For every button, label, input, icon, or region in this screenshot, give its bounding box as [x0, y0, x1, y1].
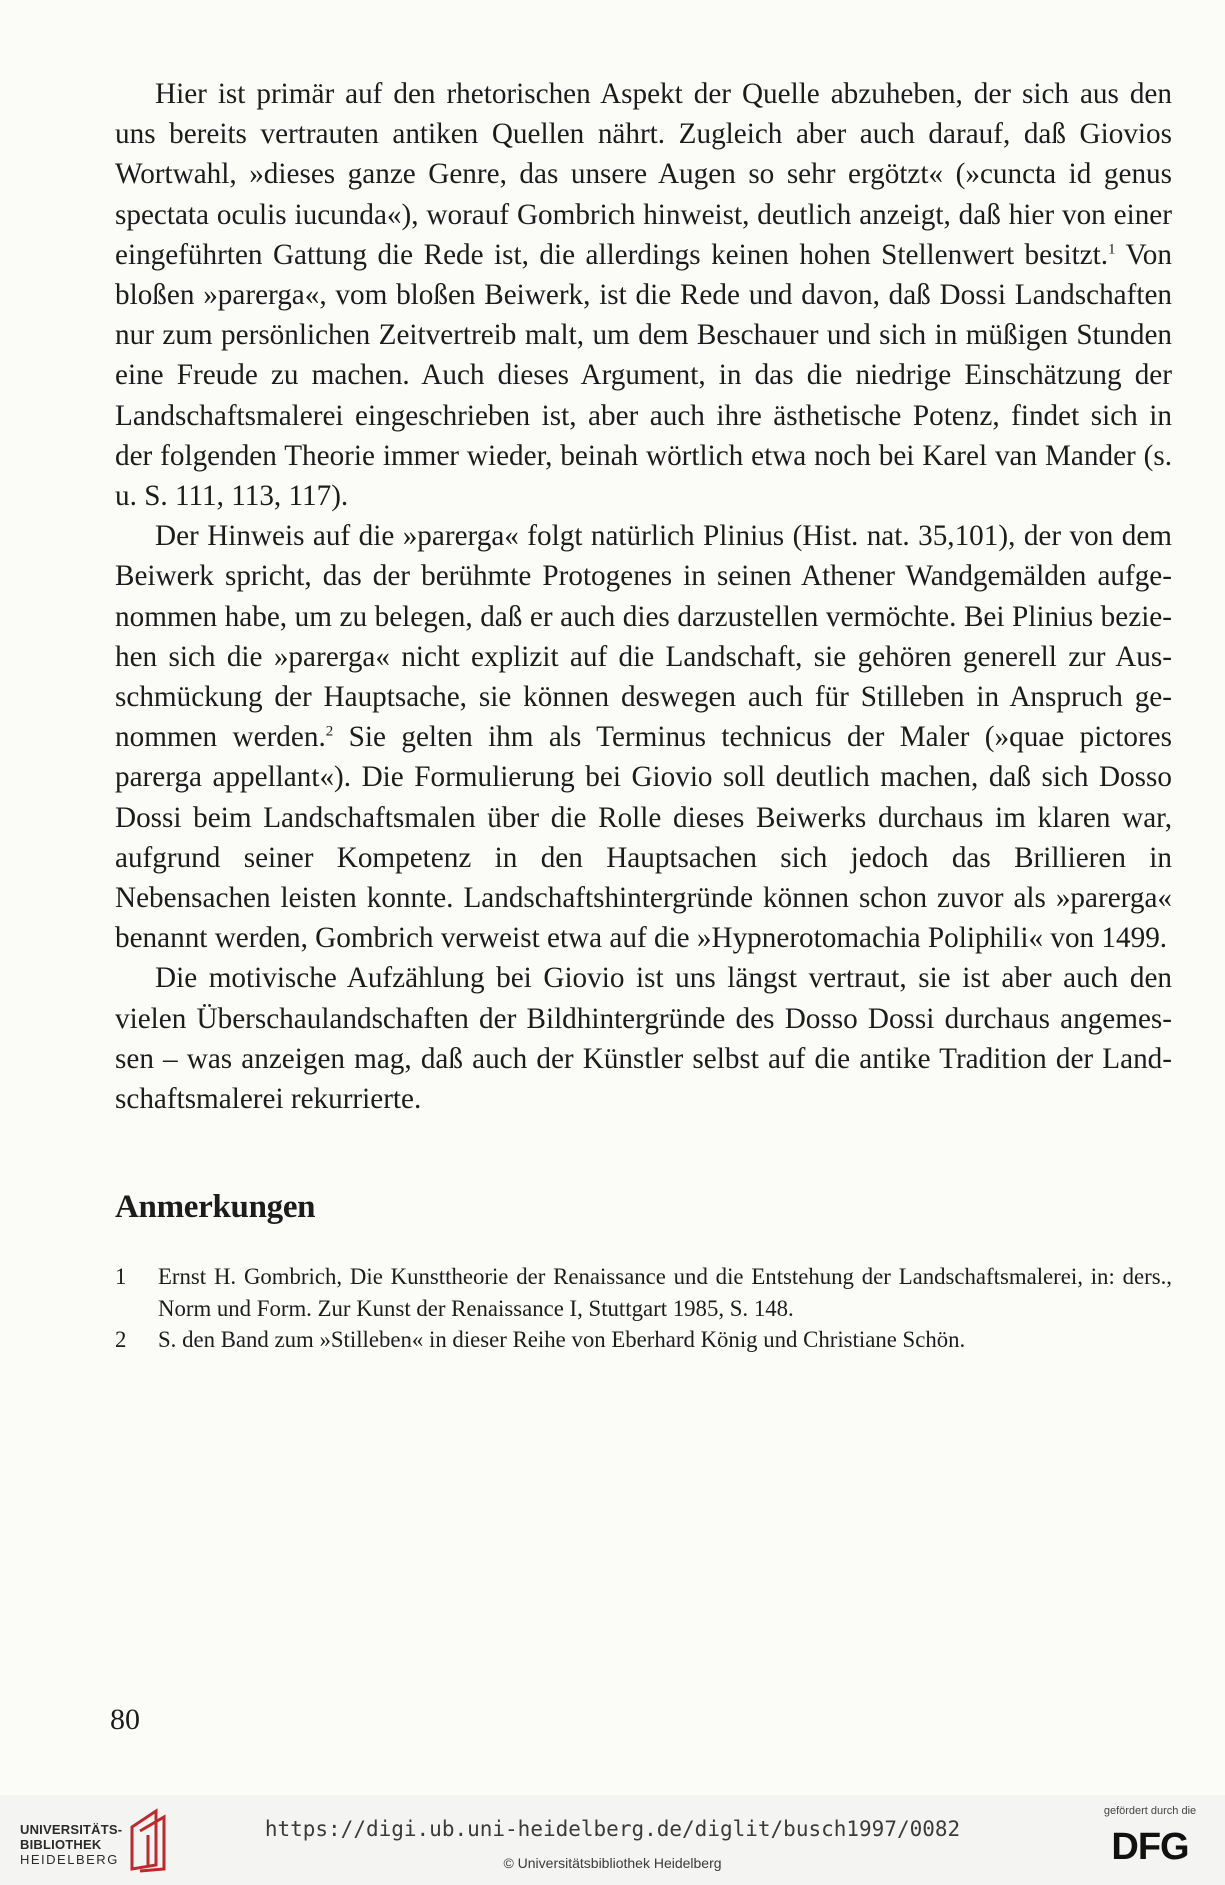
footnote-ref-2[interactable]: 2 — [325, 723, 334, 740]
note-text: S. den Band zum »Stilleben« in dieser Reihe von Eberhard König und Christiane Schön. — [158, 1327, 966, 1353]
text-column — [115, 74, 1172, 1356]
library-name-line-2: BIBLIOTHEK — [20, 1837, 102, 1852]
page-number: 80 — [110, 1703, 140, 1736]
footnote-ref-1[interactable]: 1 — [1108, 241, 1116, 258]
library-name-line-3: HEIDELBERG — [20, 1852, 119, 1867]
note-item — [115, 1261, 1172, 1324]
permalink-url[interactable]: https://digi.ub.uni-heidelberg.de/diglit/busch1997/0082 — [264, 1817, 961, 1841]
funder-label: gefördert durch die — [1103, 1805, 1197, 1817]
note-number: 2 — [115, 1327, 127, 1353]
notes-list — [115, 1261, 1172, 1356]
notes-heading: Anmerkungen — [115, 1189, 316, 1226]
viewer-footer — [0, 1795, 1225, 1885]
body-paragraph-1 — [115, 74, 1172, 516]
copyright-notice: © Universitätsbibliothek Heidelberg — [503, 1855, 722, 1871]
dfg-logo[interactable]: DFG — [1111, 1826, 1189, 1868]
note-number: 1 — [115, 1264, 127, 1290]
body-paragraph-2 — [115, 516, 1172, 958]
paragraph-1-text-b: Von bloßen »parerga«, vom bloßen Beiwerk, ist die Rede und davon, daß Dossi Landschaften nur zum persönlichen Zeitvertreib malt, um dem Beschauer und sich in müßigen Stunden eine Freude zu machen. Auch dieses Argument, in das die niedrige Einschätzung der Landschaftsmalerei eingeschrieben ist, aber auch ihre ästhetische Potenz, findet sich in der folgenden Theorie immer wieder, beinah wörtlich etwa noch bei Karel van Mander (s. u. S. 111, 113, 117). — [115, 238, 1172, 513]
library-name-line-1: UNIVERSITÄTS- — [20, 1822, 123, 1837]
note-item — [115, 1324, 1172, 1356]
paragraph-1-text-a: Hier ist primär auf den rhetorischen Aspekt der Quelle abzuheben, der sich aus den uns bereits vertrauten antiken Quellen nährt. Zugleich aber auch darauf, daß Giovios Wortwahl, »dieses ganze Genre, das unsere Augen so sehr ergötzt« (»cuncta id genus spectata oculis iucunda«), worauf Gombrich hinweist, deutlich anzeigt, daß hier von einer eingeführten Gattung die Rede ist, die allerdings keinen hohen Stellenwert besitzt. — [115, 78, 1172, 271]
body-paragraph-3 — [115, 958, 1172, 1119]
paragraph-2-text-b: Sie gelten ihm als Terminus technicus der Maler (»quae pictores parerga appellant«). Die Formulierung bei Giovio soll deutlich machen, daß sich Dosso Dossi beim Landschaftsmalen über die Rolle dieses Beiwerks durchaus im klaren war, aufgrund seiner Kompetenz in den Hauptsachen sich jedoch das Brillieren in Nebensachen leisten konnte. Landschaftshintergründe können schon zuvor als »parerga« benannt werden, Gombrich verweist etwa auf die »Hypnerotomachia Poliphili« von 1499. — [115, 721, 1172, 955]
paragraph-3-text: Die motivische Aufzählung bei Giovio ist uns längst vertraut, sie ist aber auch den vielen Überschaulandschaften der Bildhintergründe des Dosso Dossi durchaus angemessen – was anzeigen mag, daß auch der Künstler selbst auf die antike Tradition der Landschaftsmalerei rekurrierte. — [115, 962, 1172, 1116]
note-text: Ernst H. Gombrich, Die Kunsttheorie der Renaissance und die Entstehung der Landschaftsmalerei, in: ders., Norm und Form. Zur Kunst der Renaissance I, Stuttgart 1985, S. 148. — [158, 1264, 1172, 1321]
paragraph-2-text-a: Der Hinweis auf die »parerga« folgt natürlich Plinius (Hist. nat. 35,101), der von dem Beiwerk spricht, das der berühmte Protogenes in seinen Athener Wandgemälden aufgenommen habe, um zu belegen, daß er auch dies darzustellen vermöchte. Bei Plinius beziehen sich die »parerga« nicht explizit auf die Landschaft, sie gehören generell zur Ausschmückung der Hauptsache, sie können deswegen auch für Stilleben in Anspruch genommen werden. — [115, 520, 1172, 754]
